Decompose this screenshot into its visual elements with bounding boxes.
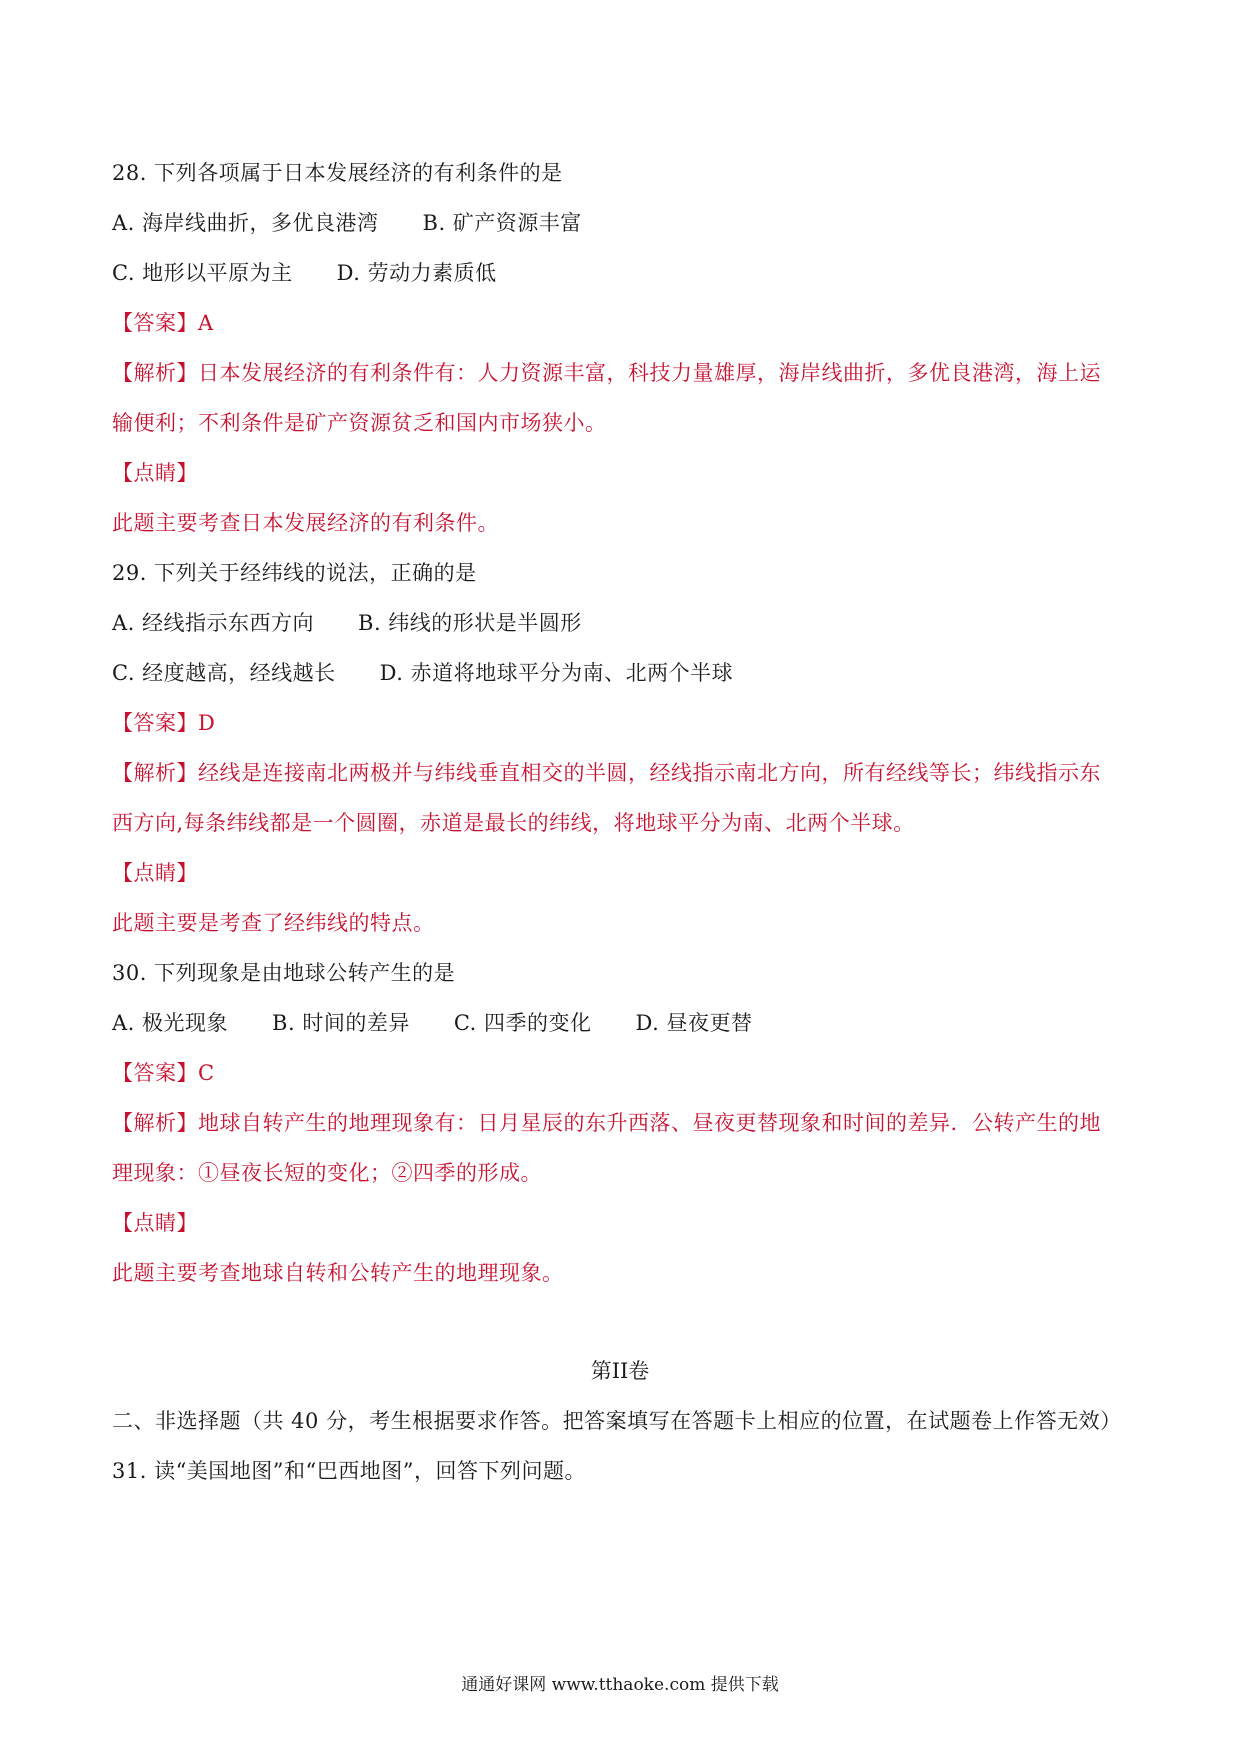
question-30-comment: 此题主要考查地球自转和公转产生的地理现象。 bbox=[112, 1261, 564, 1285]
question-28-comment: 此题主要考查日本发展经济的有利条件。 bbox=[112, 511, 499, 535]
question-30-answer bbox=[112, 1058, 215, 1088]
question-30-comment-label: 【点睛】 bbox=[112, 1211, 198, 1235]
answer-label: 【答案】 bbox=[112, 711, 198, 735]
option-b: B. 纬线的形状是半圆形 bbox=[358, 611, 582, 635]
section-title: 第II卷 bbox=[590, 1359, 650, 1383]
answer-value: D bbox=[198, 711, 216, 735]
answer-label: 【答案】 bbox=[112, 1061, 198, 1085]
page-footer: 通通好课网 www.tthaoke.com 提供下载 bbox=[461, 1675, 779, 1695]
question-29-comment-label: 【点睛】 bbox=[112, 861, 198, 885]
question-28-analysis-line1: 【解析】日本发展经济的有利条件有：人力资源丰富，科技力量雄厚，海岸线曲折，多优良港湾，海上运 bbox=[112, 361, 1101, 385]
option-d: D. 劳动力素质低 bbox=[336, 261, 497, 285]
question-30-options-row1 bbox=[112, 1008, 796, 1038]
question-29-comment: 此题主要是考查了经纬线的特点。 bbox=[112, 911, 435, 935]
question-30-analysis-line2: 理现象：①昼夜长短的变化；②四季的形成。 bbox=[112, 1161, 542, 1185]
question-28-stem: 28. 下列各项属于日本发展经济的有利条件的是 bbox=[112, 161, 563, 185]
option-d: D. 昼夜更替 bbox=[635, 1011, 753, 1035]
answer-label: 【答案】 bbox=[112, 311, 198, 335]
question-29-options-row1 bbox=[112, 608, 626, 638]
question-30-analysis-line1: 【解析】地球自转产生的地理现象有：日月星辰的东升西落、昼夜更替现象和时间的差异．公转产生的地 bbox=[112, 1111, 1101, 1135]
question-29-analysis-line2: 西方向,每条纬线都是一个圆圈，赤道是最长的纬线，将地球平分为南、北两个半球。 bbox=[112, 811, 915, 835]
question-31-stem: 31. 读“美国地图”和“巴西地图”，回答下列问题。 bbox=[112, 1459, 587, 1483]
answer-value: A bbox=[198, 311, 214, 335]
question-28-comment-label: 【点睛】 bbox=[112, 461, 198, 485]
answer-value: C bbox=[198, 1061, 215, 1085]
option-a: A. 海岸线曲折，多优良港湾 bbox=[112, 211, 379, 235]
question-28-analysis-line2: 输便利；不利条件是矿产资源贫乏和国内市场狭小。 bbox=[112, 411, 607, 435]
option-c: C. 四季的变化 bbox=[453, 1011, 592, 1035]
option-c: C. 地形以平原为主 bbox=[112, 261, 293, 285]
question-28-options-row1 bbox=[112, 208, 626, 238]
option-b: B. 时间的差异 bbox=[272, 1011, 410, 1035]
question-28-answer bbox=[112, 308, 214, 338]
section-instruction: 二、非选择题（共 40 分，考生根据要求作答。把答案填写在答题卡上相应的位置，在试题卷上作答无效） bbox=[112, 1409, 1122, 1433]
option-a: A. 极光现象 bbox=[112, 1011, 229, 1035]
option-b: B. 矿产资源丰富 bbox=[422, 211, 582, 235]
question-29-stem: 29. 下列关于经纬线的说法，正确的是 bbox=[112, 561, 477, 585]
option-a: A. 经线指示东西方向 bbox=[112, 611, 315, 635]
question-29-answer bbox=[112, 708, 215, 738]
question-29-analysis-line1: 【解析】经线是连接南北两极并与纬线垂直相交的半圆，经线指示南北方向，所有经线等长；纬线指示东 bbox=[112, 761, 1101, 785]
question-30-stem: 30. 下列现象是由地球公转产生的是 bbox=[112, 961, 456, 985]
option-d: D. 赤道将地球平分为南、北两个半球 bbox=[379, 661, 734, 685]
question-29-options-row2 bbox=[112, 658, 777, 688]
question-28-options-row2 bbox=[112, 258, 541, 288]
option-c: C. 经度越高，经线越长 bbox=[112, 661, 336, 685]
